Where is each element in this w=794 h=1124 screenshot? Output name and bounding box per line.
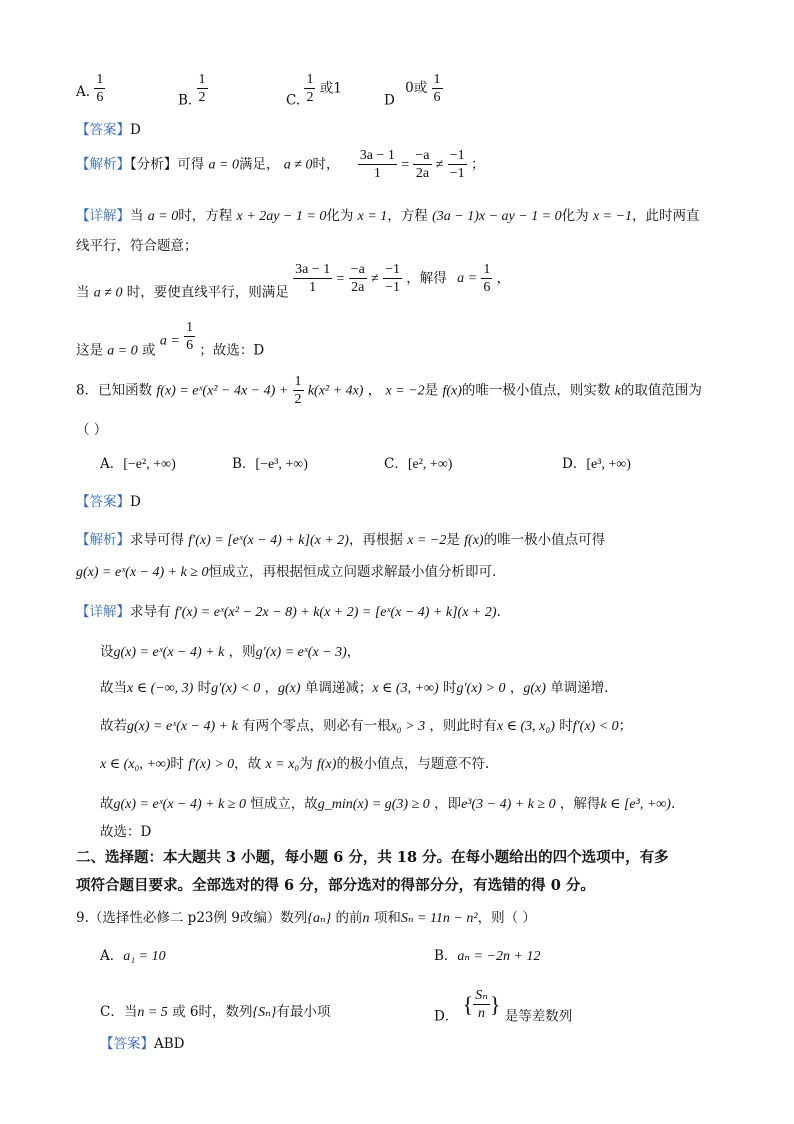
q8-option-d: D．[e³, +∞) [562, 456, 631, 472]
q7-answer: 【答案】D [76, 122, 141, 138]
q8-detail-line1: 【详解】求导有 f′(x) = eˣ(x² − 2x − 8) + k(x + 2) = [eˣ(x − 4) + k](x + 2). [76, 604, 501, 620]
q7-detail-line4: 这是 a = 0 或 a = $\frac{1}{6}$ ；故选：D [76, 320, 265, 359]
q8-detail-line6: 故g(x) = eˣ(x − 4) + k ≥ 0 恒成立，故g_min(x) = g(3) ≥ 0 ，即e³(3 − 4) + k ≥ 0 ，解得k ∈ [e³, +∞). [100, 796, 676, 812]
q9-option-b: B．aₙ = −2n + 12 [434, 948, 541, 964]
q8-analysis-line2: g(x) = eˣ(x − 4) + k ≥ 0恒成立，再根据恒成立问题求解最小值分析即可. [76, 564, 497, 580]
q8-detail-line4: 故若g(x) = eˣ(x − 4) + k 有两个零点，则必有一根x₀ > 3 ，则此时有x ∈ (3, x₀) 时f′(x) < 0； [100, 718, 633, 734]
q7-option-b: B. $\frac{1}{2}$ [178, 72, 206, 109]
q8-detail-line3: 故当x ∈ (−∞, 3) 时g′(x) < 0 ，g(x) 单调递减；x ∈ (3, +∞) 时g′(x) > 0 ，g(x) 单调递增. [100, 680, 609, 696]
q9-option-d: D． { $\frac{\text{Sₙ}}{n}$ } 是等差数列 [434, 988, 573, 1025]
q8-stem: 8．已知函数 f(x) = eˣ(x² − 4x − 4) + $\frac{1}{2}$ k(x² + 4x) ， x = −2是 f(x)的唯一极小值点，则实数 k的取值范围为 [76, 374, 702, 408]
q8-option-b: B．[−e³, +∞) [232, 456, 308, 472]
q9-stem: 9.（选择性必修二 p23例 9改编）数列{aₙ} 的前n 项和Sₙ = 11n − n²，则（ ） [76, 910, 536, 926]
q7-option-c: C. $\frac{1}{2}$ 或1 [286, 72, 342, 109]
q8-option-a: A．[−e², +∞) [100, 456, 176, 472]
q7-detail-line3: 当 a ≠ 0 时，要使直线平行，则满足 $\frac{3a - 1}{1}$ = $\frac{-a}{2a}$ ≠ $\frac{-1}{-1}$ ，解得 a = $\frac{1}{6}$ ， [76, 262, 511, 301]
q8-analysis-line1: 【解析】求导可得 f′(x) = [eˣ(x − 4) + k](x + 2)，再根据 x = −2是 f(x)的唯一极小值点可得 [76, 532, 606, 548]
q7-option-a: A. $\frac{1}{6}$ [76, 72, 104, 106]
q8-detail-line2: 设g(x) = eˣ(x − 4) + k ，则g′(x) = eˣ(x − 3)， [100, 644, 361, 660]
q7-option-d: D 0或 $\frac{1}{6}$ [384, 72, 441, 109]
q9-option-a: A．a₁ = 10 [100, 948, 166, 964]
section2-heading-line2: 项符合题目要求。全部选对的得 6 分，部分选对的得部分分，有选错的得 0 分。 [76, 877, 595, 894]
q9-option-c: C．当n = 5 或 6时，数列{Sₙ}有最小项 [100, 1004, 331, 1020]
q8-answer: 【答案】D [76, 494, 141, 510]
q8-option-c: C．[e², +∞) [384, 456, 453, 472]
q7-analysis: 【解析】【分析】可得 a = 0满足， a ≠ 0时， $\frac{3a - 1}{1}$ = $\frac{-a}{2a}$ ≠ $\frac{-1}{-1}$ ； [76, 148, 485, 182]
q8-paren: （ ） [76, 422, 108, 438]
q8-detail-line7: 故选：D [100, 824, 152, 840]
q7-detail-line2: 线平行，符合题意； [76, 238, 198, 254]
q8-detail-line5: x ∈ (x₀, +∞)时 f′(x) > 0，故 x = x₀为 f(x)的极小值点，与题意不符. [100, 756, 490, 772]
q7-detail-line1: 【详解】当 a = 0时，方程 x + 2ay − 1 = 0化为 x = 1，方程 (3a − 1)x − ay − 1 = 0化为 x = −1，此时两直 [76, 208, 700, 224]
q9-answer: 【答案】ABD [100, 1036, 185, 1052]
section2-heading-line1: 二、选择题：本大题共 3 小题，每小题 6 分，共 18 分。在每小题给出的四个选项中，有多 [76, 849, 669, 866]
